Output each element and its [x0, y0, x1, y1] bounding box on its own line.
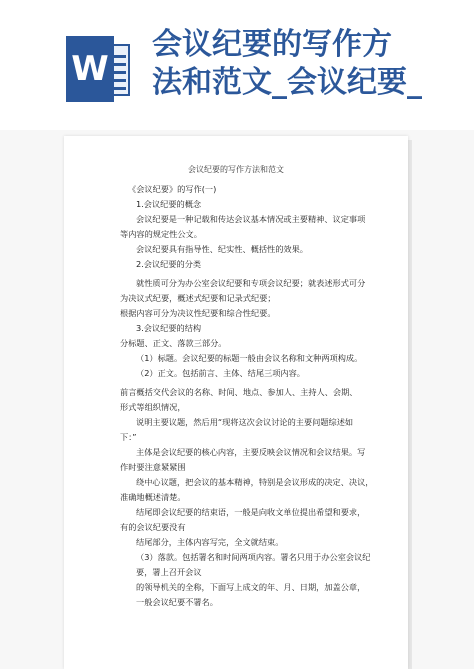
paragraph-line: 形式等组织情况，: [120, 402, 186, 412]
section-heading: 《会议纪要》的写作(一): [128, 184, 217, 194]
paragraph-line: 就性质可分为办公室会议纪要和专项会议纪要；就表述形式可分: [136, 278, 366, 288]
paragraph-line: 下：”: [120, 432, 137, 442]
paragraph-line: 前言概括交代会议的名称、时间、地点、参加人、主持人、会期、: [120, 387, 358, 397]
page-title-line2: 法和范文_会议纪要_: [152, 65, 422, 100]
page-title-line1: 会议纪要的写作方: [152, 27, 392, 62]
paragraph-line: 主体是会议纪要的核心内容，主要反映会议情况和会议结果。写: [136, 447, 366, 457]
subsection-heading: 2.会议纪要的分类: [136, 259, 202, 269]
paragraph-line: 有的会议纪要没有: [120, 522, 186, 532]
paragraph-line: 分标题、正文、落款三部分。: [120, 338, 227, 348]
paragraph-line: 为决议式纪要，概述式纪要和记录式纪要；: [120, 293, 276, 303]
paragraph-line: 作时要注意紧紧围: [120, 462, 186, 472]
paragraph-line: 会议纪要具有指导性、纪实性、概括性的效果。: [136, 244, 308, 254]
paragraph-line: （3）落款。包括署名和时间两项内容。署名只用于办公室会议纪: [136, 552, 371, 562]
paragraph-line: 要，署上召开会议: [136, 567, 202, 577]
document-page: [64, 136, 408, 669]
paragraph-line: 说明主要议题，然后用“现将这次会议讨论的主要问题综述如: [136, 417, 354, 427]
paragraph-line: 绕中心议题，把会议的基本精神，特别是会议形成的决定、决议，: [136, 477, 374, 487]
paragraph-line: 的领导机关的全称，下面写上成文的年、月、日期，加盖公章，: [136, 582, 366, 592]
paragraph-line: （1）标题。会议纪要的标题一般由会议名称和文种两项构成。: [136, 353, 363, 363]
subsection-heading: 1.会议纪要的概念: [136, 199, 202, 209]
banner-header: [0, 0, 474, 130]
paragraph-line: 结尾即会议纪要的结束语，一般是向收文单位提出希望和要求，: [136, 507, 366, 517]
page-title: [152, 26, 470, 102]
document-body: [120, 182, 380, 610]
paragraph-line: 根据内容可分为决议性纪要和综合性纪要。: [120, 308, 276, 318]
word-icon: [66, 36, 136, 102]
paragraph-line: 准确地概述清楚。: [120, 492, 186, 502]
paragraph-line: （2）正文。包括前言、主体、结尾三项内容。: [136, 368, 305, 378]
paragraph-line: 会议纪要是一种记载和传达会议基本情况或主要精神、议定事项: [136, 214, 366, 224]
paragraph-line: 一般会议纪要不署名。: [136, 597, 218, 607]
word-logo-badge: W: [66, 36, 114, 102]
paragraph-line: 等内容的规定性公文。: [120, 229, 202, 239]
document-title: 会议纪要的写作方法和范文: [188, 165, 284, 174]
subsection-heading: 3.会议纪要的结构: [136, 323, 202, 333]
paragraph-line: 结尾部分，主体内容写完，全文就结束。: [136, 537, 284, 547]
